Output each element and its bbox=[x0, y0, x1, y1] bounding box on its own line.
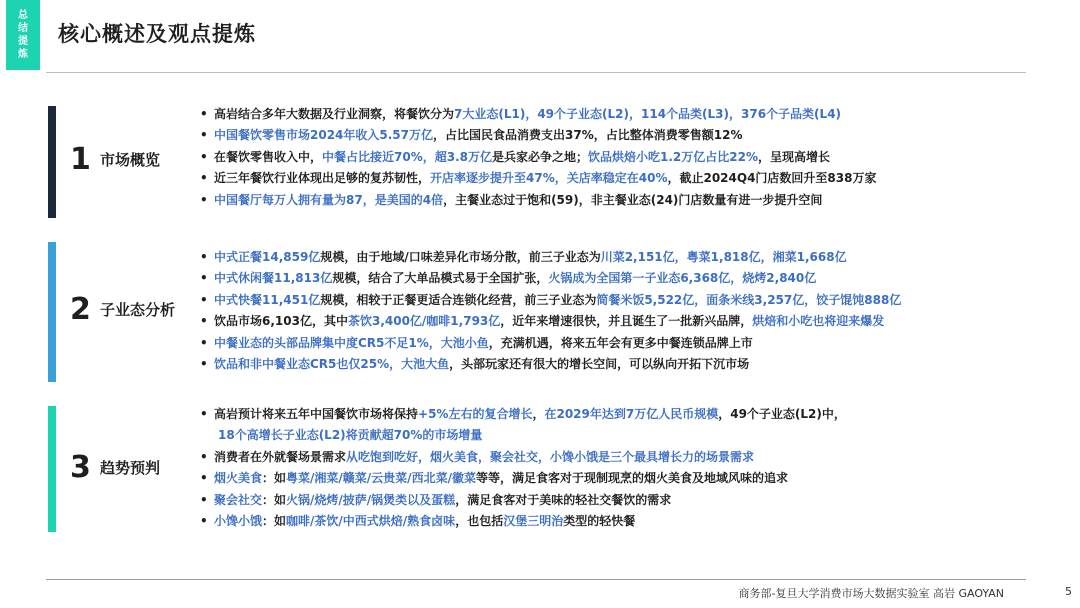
bullet-item bbox=[200, 425, 846, 446]
highlight-text: 中式休闲餐11,813亿 bbox=[214, 271, 333, 286]
bullet-dot: • bbox=[200, 292, 208, 307]
highlight-text: 简餐米饭5,522亿，面条米线3,257亿，饺子馄饨888亿 bbox=[596, 292, 902, 307]
section-number: 1 bbox=[70, 142, 91, 177]
bullet-item bbox=[200, 268, 901, 289]
section-heading bbox=[70, 142, 160, 177]
body-text: 消费者在外就餐场景需求 bbox=[214, 449, 347, 464]
body-text: ：如 bbox=[262, 492, 287, 507]
bullet-item bbox=[200, 354, 901, 375]
bullet-item bbox=[200, 468, 846, 489]
section-heading bbox=[70, 450, 160, 485]
body-text: ，占比国民食品消费支出37%，占比整体消费零售额12% bbox=[433, 128, 743, 143]
body-text: 近三年餐饮行业体现出足够的复苏韧性， bbox=[214, 171, 431, 186]
highlight-text: 18个高增长子业态(L2)将贡献超70%的市场增量 bbox=[218, 428, 483, 443]
body-text: ，49个子业态(L2)中， bbox=[718, 407, 846, 421]
highlight-text: 在2029年达到7万亿人民币规模 bbox=[544, 407, 719, 421]
bullet-list bbox=[200, 247, 901, 375]
footer-source: 商务部-复旦大学消费市场大数据实验室 高岩 GAOYAN bbox=[738, 587, 1004, 600]
section-number: 3 bbox=[70, 450, 91, 485]
highlight-text: 饮品和非中餐业态CR5也仅25%，大池大鱼 bbox=[214, 357, 450, 372]
body-text: 规模，由于地域/口味差异化市场分散，前三子业态为 bbox=[320, 250, 601, 264]
body-text: ，近年来增速很快，并且诞生了一批新兴品牌， bbox=[500, 314, 753, 329]
highlight-text: 7大业态(L1)，49个子业态(L2)，114个品类(L3)，376个子品类(L4) bbox=[454, 107, 842, 121]
bullet-dot: • bbox=[200, 449, 208, 464]
highlight-text: 中式正餐14,859亿 bbox=[214, 250, 321, 264]
highlight-text: 汉堡三明治 bbox=[503, 514, 564, 529]
section-tag: 总结提炼 bbox=[6, 0, 40, 70]
body-text: ， bbox=[532, 407, 545, 421]
bullet-item bbox=[200, 333, 901, 354]
bullet-item bbox=[200, 290, 901, 311]
body-text: ：如 bbox=[262, 514, 287, 529]
bullet-dot: • bbox=[200, 149, 208, 164]
bullet-dot: • bbox=[200, 128, 208, 143]
bullet-dot: • bbox=[200, 192, 208, 207]
bullet-list bbox=[200, 104, 876, 211]
highlight-text: 中餐业态的头部品牌集中度CR5不足1%，大池小鱼 bbox=[214, 335, 489, 350]
bullet-dot: • bbox=[200, 357, 208, 372]
bullet-list bbox=[200, 404, 846, 532]
bullet-item bbox=[200, 311, 901, 332]
bullet-item bbox=[200, 404, 846, 425]
highlight-text: 小馋小饿 bbox=[214, 514, 263, 529]
highlight-text: 粤菜/湘菜/赣菜/云贵菜/西北菜/徽菜 bbox=[286, 471, 476, 486]
body-text: 饮品市场6,103亿，其中 bbox=[214, 314, 348, 329]
body-text: 高岩预计将来五年中国餐饮市场将保持 bbox=[214, 407, 419, 421]
highlight-text: 饮品烘焙小吃1.2万亿占比22% bbox=[588, 149, 758, 164]
body-text: 规模，相较于正餐更适合连锁化经营，前三子业态为 bbox=[320, 292, 597, 307]
body-text: ，满足食客对于美味的轻社交餐饮的需求 bbox=[455, 492, 672, 507]
bullet-dot: • bbox=[200, 407, 208, 421]
page-number: 5 bbox=[1065, 585, 1072, 598]
body-text: 高岩结合多年大数据及行业洞察，将餐饮分为 bbox=[214, 107, 455, 121]
bullet-item bbox=[200, 447, 846, 468]
bullet-item bbox=[200, 511, 846, 532]
body-text: 是兵家必争之地； bbox=[492, 149, 589, 164]
bullet-dot: • bbox=[200, 335, 208, 350]
section-heading bbox=[70, 292, 175, 327]
section-bar bbox=[48, 406, 56, 532]
body-text: 类型的轻快餐 bbox=[563, 514, 636, 529]
highlight-text: 开店率逐步提升至47%，关店率稳定在40% bbox=[430, 171, 668, 186]
body-text: ，也包括 bbox=[455, 514, 504, 529]
bullet-item bbox=[200, 147, 876, 168]
title-divider bbox=[46, 72, 1026, 73]
highlight-text: 烟火美食 bbox=[214, 471, 263, 486]
highlight-text: 从吃饱到吃好，烟火美食，聚会社交，小馋小饿是三个最具增长力的场景需求 bbox=[346, 449, 755, 464]
section-bar bbox=[48, 106, 56, 218]
highlight-text: 火锅成为全国第一子业态6,368亿，烧烤2,840亿 bbox=[548, 271, 817, 286]
body-text: ，截止2024Q4门店数回升至838万家 bbox=[667, 171, 877, 186]
bullet-dot: • bbox=[200, 492, 208, 507]
bullet-item bbox=[200, 190, 876, 211]
bullet-item bbox=[200, 490, 846, 511]
highlight-text: 中餐占比接近70%，超3.8万亿 bbox=[322, 149, 492, 164]
bullet-item bbox=[200, 168, 876, 189]
bullet-item bbox=[200, 104, 876, 125]
highlight-text: 中式快餐11,451亿 bbox=[214, 292, 321, 307]
body-text: ：如 bbox=[262, 471, 287, 486]
bullet-dot: • bbox=[200, 514, 208, 529]
body-text: 等等，满足食客对于现制现烹的烟火美食及地域风味的追求 bbox=[475, 471, 788, 486]
highlight-text: 中国餐饮零售市场2024年收入5.57万亿 bbox=[214, 128, 434, 143]
highlight-text: 咖啡/茶饮/中西式烘焙/熟食卤味 bbox=[286, 514, 456, 529]
highlight-text: 茶饮3,400亿/咖啡1,793亿 bbox=[347, 314, 501, 329]
highlight-text: 火锅/烧烤/披萨/锅煲类以及蛋糕 bbox=[286, 492, 456, 507]
body-text: 规模，结合了大单品模式易于全国扩张， bbox=[332, 271, 549, 286]
body-text: ，呈现高增长 bbox=[758, 149, 831, 164]
bullet-dot: • bbox=[200, 171, 208, 186]
highlight-text: +5%左右的复合增长 bbox=[418, 407, 533, 421]
body-text: ，充满机遇，将来五年会有更多中餐连锁品牌上市 bbox=[488, 335, 753, 350]
highlight-text: 聚会社交 bbox=[214, 492, 263, 507]
highlight-text: 烘焙和小吃也将迎来爆发 bbox=[752, 314, 885, 329]
page-title: 核心概述及观点提炼 bbox=[58, 22, 256, 46]
highlight-text: 川菜2,151亿，粤菜1,818亿，湘菜1,668亿 bbox=[600, 250, 847, 264]
section-label: 子业态分析 bbox=[100, 301, 176, 319]
bullet-dot: • bbox=[200, 271, 208, 286]
body-text: 在餐饮零售收入中， bbox=[214, 149, 323, 164]
section-bar bbox=[48, 242, 56, 382]
highlight-text: 中国餐厅每万人拥有量为87，是美国的4倍 bbox=[214, 192, 444, 207]
footer-divider bbox=[46, 579, 1026, 580]
section-label: 趋势预判 bbox=[100, 459, 161, 477]
body-text: ，头部玩家还有很大的增长空间，可以纵向开拓下沉市场 bbox=[449, 357, 750, 372]
bullet-dot: • bbox=[200, 471, 208, 486]
body-text: ，主餐业态过于饱和(59)，非主餐业态(24)门店数量有进一步提升空间 bbox=[443, 192, 823, 207]
bullet-dot: • bbox=[200, 314, 208, 329]
section-label: 市场概览 bbox=[100, 151, 161, 169]
section-number: 2 bbox=[70, 292, 91, 327]
bullet-dot: • bbox=[200, 250, 208, 264]
bullet-item bbox=[200, 125, 876, 146]
bullet-item bbox=[200, 247, 901, 268]
bullet-dot: • bbox=[200, 107, 208, 121]
